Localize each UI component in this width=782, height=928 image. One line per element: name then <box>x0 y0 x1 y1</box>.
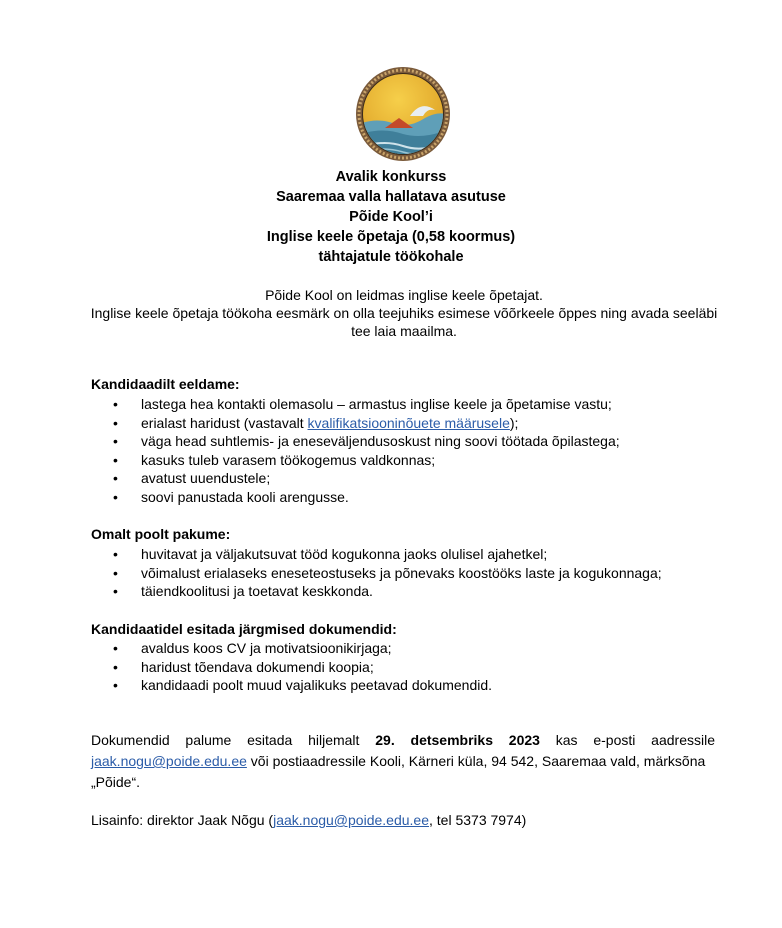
offer-list <box>91 545 662 601</box>
expect-list <box>91 395 620 507</box>
list-item: • avatust uuendustele; <box>91 469 620 488</box>
list-item: • võimalust erialaseks eneseteostuseks ja põnevaks koostööks laste ja kogukonnaga; <box>91 564 662 583</box>
contact-text: , tel 5373 7974) <box>429 812 527 828</box>
list-item: • lastega hea kontakti olemasolu – armastus inglise keele ja õpetamise vastu; <box>91 395 620 414</box>
school-logo <box>355 66 451 162</box>
item-text: ); <box>509 414 519 431</box>
intro-line: Inglise keele õpetaja töökoha eesmärk on olla teejuhiks esimese võõrkeele õppes ning avada seeläbi <box>90 305 718 321</box>
intro-line: tee laia maailma. <box>351 323 457 339</box>
submission-text: kas e-posti aadressile <box>539 732 715 748</box>
header-line: Saaremaa valla hallatava asutuse <box>276 189 506 205</box>
item-text: erialast haridust (vastavalt <box>141 414 308 431</box>
list-item: • kasuks tuleb varasem töökogemus valdkonnas; <box>91 451 620 470</box>
submission-paragraph <box>91 730 715 793</box>
header-line: Põide Kool’i <box>349 209 433 225</box>
submission-text: Dokumendid palume esitada hiljemalt <box>91 732 376 748</box>
header-line: tähtajatule töökohale <box>318 249 464 265</box>
qualification-regulation-link[interactable]: kvalifikatsiooninõuete määrusele <box>307 414 510 431</box>
intro-line: Põide Kool on leidmas inglise keele õpetajat. <box>265 287 543 303</box>
intro-paragraph <box>86 286 722 340</box>
documents-list <box>91 639 492 695</box>
list-item: • huvitavat ja väljakutsuvat tööd kogukonna jaoks olulisel ajahetkel; <box>91 545 662 564</box>
contact-info <box>91 811 526 829</box>
list-item: • väga head suhtlemis- ja eneseväljendusoskust ning soovi töötada õpilastega; <box>91 432 620 451</box>
list-item: • täiendkoolitusi ja toetavat keskkonda. <box>91 582 662 601</box>
offer-title: Omalt poolt pakume: <box>91 526 231 542</box>
documents-title: Kandidaatidel esitada järgmised dokumendid: <box>91 621 397 637</box>
header-line: Inglise keele õpetaja (0,58 koormus) <box>266 229 516 245</box>
deadline: 29. detsembriks 2023 <box>375 732 540 748</box>
list-item: • haridust tõendava dokumendi koopia; <box>91 658 492 677</box>
keyword: „Põide“. <box>91 774 141 790</box>
submission-email-link[interactable]: jaak.nogu@poide.edu.ee <box>91 753 247 769</box>
expect-title: Kandidaadilt eeldame: <box>91 376 240 392</box>
list-item <box>91 414 620 433</box>
announcement-header <box>0 167 782 267</box>
list-item: • kandidaadi poolt muud vajalikuks peetavad dokumendid. <box>91 676 492 695</box>
list-item: • soovi panustada kooli arengusse. <box>91 488 620 507</box>
contact-text: Lisainfo: direktor Jaak Nõgu ( <box>91 812 274 828</box>
submission-text: või postiaadressile Kooli, Kärneri küla, 94 542, Saaremaa vald, märksõna <box>246 753 706 769</box>
header-line: Avalik konkurss <box>335 169 447 185</box>
contact-email-link[interactable]: jaak.nogu@poide.edu.ee <box>273 812 429 828</box>
list-item: • avaldus koos CV ja motivatsioonikirjaga; <box>91 639 492 658</box>
